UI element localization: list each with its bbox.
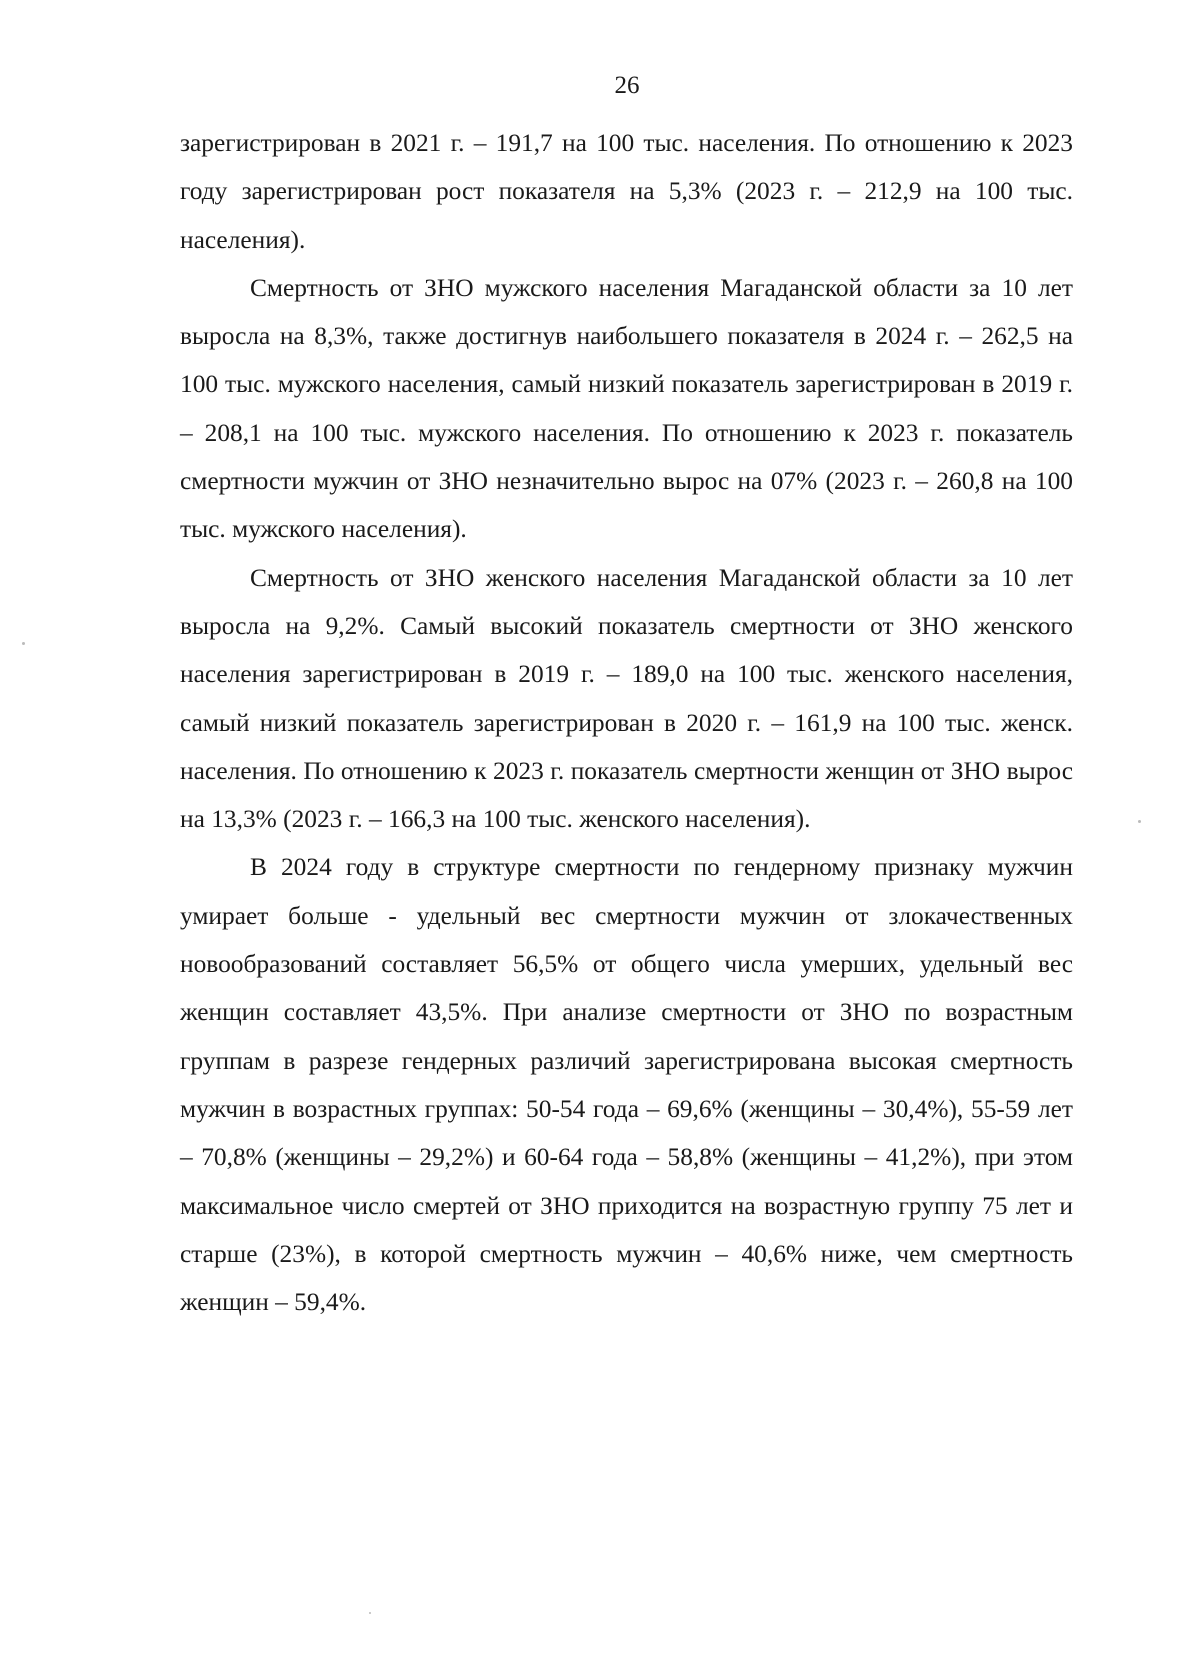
scan-speck: [22, 642, 25, 645]
paragraph-female-mortality: Смертность от ЗНО женского населения Магаданской области за 10 лет выросла на 9,2%. Самый высокий показатель смертности от ЗНО женского населения зарегистрирован в 2019 г. – 189,0 на 100 тыс. женского населения, самый низкий показатель зарегистрирован в 2020 г. – 161,9 на 100 тыс. женск. населения. По отношению к 2023 г. показатель смертности женщин от ЗНО вырос на 13,3% (2023 г. – 166,3 на 100 тыс. женского населения).: [180, 563, 1073, 834]
scan-speck: [369, 1612, 371, 1614]
page-number: 26: [614, 72, 640, 99]
paragraph-male-mortality: Смертность от ЗНО мужского населения Магаданской области за 10 лет выросла на 8,3%, также достигнув наибольшего показателя в 2024 г. – 262,5 на 100 тыс. мужского населения, самый низкий показатель зарегистрирован в 2019 г. – 208,1 на 100 тыс. мужского населения. По отношению к 2023 г. показатель смертности мужчин от ЗНО незначительно вырос на 07% (2023 г. – 260,8 на 100 тыс. мужского населения).: [180, 273, 1073, 544]
paragraph-continuation: зарегистрирован в 2021 г. – 191,7 на 100 тыс. населения. По отношению к 2023 году зарегистрирован рост показателя на 5,3% (2023 г. – 212,9 на 100 тыс. населения).: [180, 129, 1073, 254]
paragraph-gender-structure: В 2024 году в структуре смертности по гендерному признаку мужчин умирает больше - удельный вес смертности мужчин от злокачественных новообразований составляет 56,5% от общего числа умерших, удельный вес женщин составляет 43,5%. При анализе смертности от ЗНО по возрастным группам в разрезе гендерных различий зарегистрирована высокая смертность мужчин в возрастных группах: 50-54 года – 69,6% (женщины – 30,4%), 55-59 лет – 70,8% (женщины – 29,2%) и 60-64 года – 58,8% (женщины – 41,2%), при этом максимальное число смертей от ЗНО приходится на возрастную группу 75 лет и старше (23%), в которой смертность мужчин – 40,6% ниже, чем смертность женщин – 59,4%.: [180, 853, 1073, 1317]
scan-speck: [1138, 820, 1141, 823]
document-body: [180, 119, 1073, 1326]
